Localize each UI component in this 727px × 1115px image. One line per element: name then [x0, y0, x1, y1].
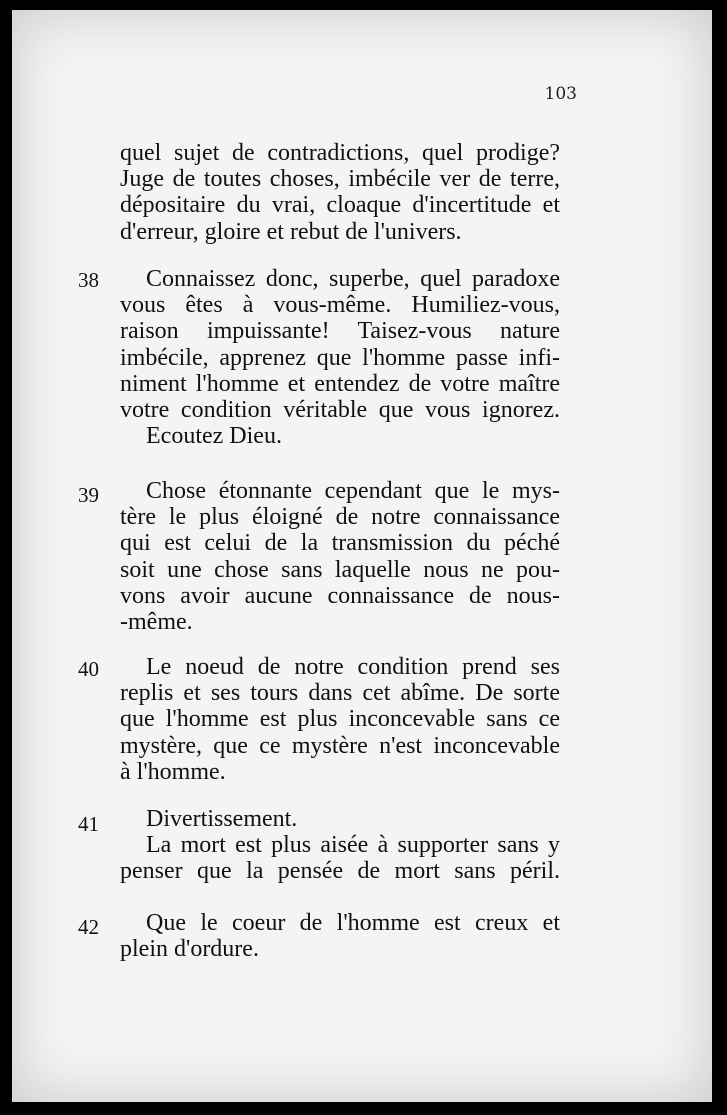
text-line: -même. [120, 609, 193, 636]
fragment-39 [120, 478, 560, 635]
text-line: vons avoir aucune connaissance de nous- [120, 582, 560, 609]
text-line: Juge de toutes choses, imbécile ver de terre, [120, 166, 560, 193]
fragment-40 [120, 654, 560, 785]
fragment-number: 40 [78, 657, 99, 681]
text-line: Chose étonnante cependant que le mys- [146, 478, 560, 504]
text-line: Divertissement. [146, 806, 298, 832]
text-line: dépositaire du vrai, cloaque d'incertitude et [120, 192, 560, 219]
text-line: La mort est plus aisée à supporter sans y [146, 832, 560, 859]
page-number: 103 [544, 84, 577, 104]
text-line: plein d'ordure. [120, 936, 259, 963]
text-line: soit une chose sans laquelle nous ne pou- [120, 556, 560, 583]
text-line: que l'homme est plus inconcevable sans ce [120, 706, 560, 733]
text-line: quel sujet de contradictions, quel prodige? [120, 140, 560, 166]
fragment-number: 38 [78, 268, 99, 292]
text-line: vous êtes à vous-même. Humiliez-vous, [120, 292, 560, 319]
text-line: votre condition véritable que vous ignorez. [120, 397, 560, 424]
intro-paragraph [120, 140, 560, 245]
text-line: mystère, que ce mystère n'est inconcevable [120, 732, 560, 759]
fragment-42 [120, 910, 560, 962]
fragment-number: 41 [78, 812, 99, 836]
text-line: Connaissez donc, superbe, quel paradoxe [146, 266, 560, 292]
text-line: raison impuissante! Taisez-vous nature [120, 318, 560, 345]
text-line: replis et ses tours dans cet abîme. De sorte [120, 680, 560, 707]
fragment-38 [120, 266, 560, 449]
fragment-41 [120, 806, 560, 885]
fragment-number: 42 [78, 915, 99, 939]
text-line: Ecoutez Dieu. [146, 423, 282, 450]
text-line: Le noeud de notre condition prend ses [146, 654, 560, 680]
text-line: à l'homme. [120, 758, 226, 785]
text-line: penser que la pensée de mort sans péril. [120, 858, 560, 885]
text-line: qui est celui de la transmission du péché [120, 530, 560, 557]
text-line: imbécile, apprenez que l'homme passe infi- [120, 344, 560, 371]
text-line: niment l'homme et entendez de votre maître [120, 370, 560, 397]
fragment-number: 39 [78, 483, 99, 507]
text-line: tère le plus éloigné de notre connaissance [120, 504, 560, 531]
text-line: Que le coeur de l'homme est creux et [146, 910, 560, 936]
text-line: d'erreur, gloire et rebut de l'univers. [120, 218, 462, 245]
